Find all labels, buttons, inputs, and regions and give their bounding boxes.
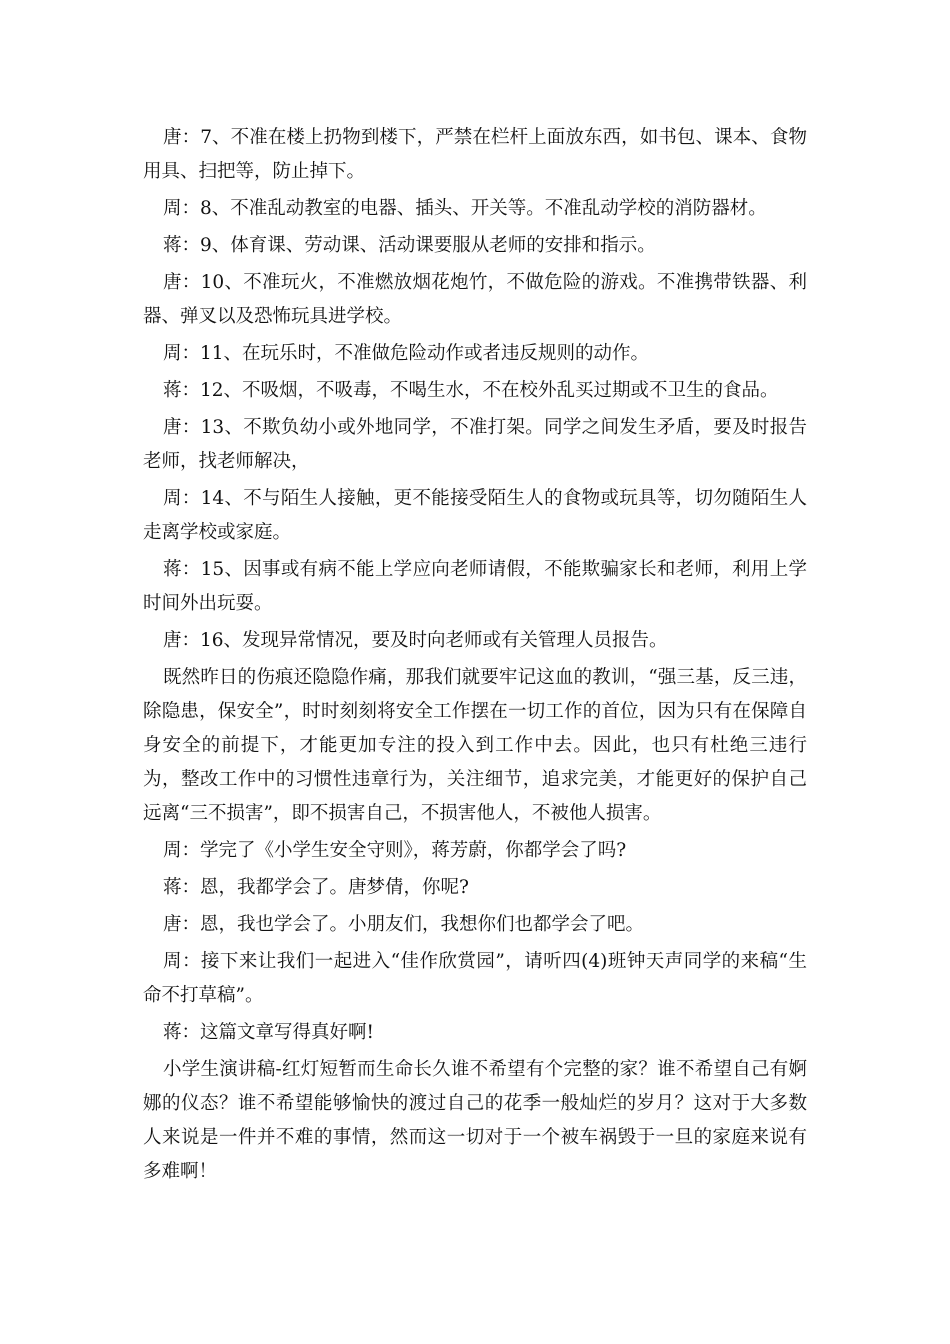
- paragraph-safety-reflection: 既然昨日的伤痕还隐隐作痛，那我们就要牢记这血的教训，“强三基，反三违，除隐患，保安全”，时时刻刻将安全工作摆在一切工作的首位，因为只有在保障自身安全的前提下，才能更加专注的投入到工作中去。因此，也只有杜绝三违行为，整改工作中的习惯性违章行为，关注细节，追求完美，才能更好的保护自己远离“三不损害”，即不损害自己，不损害他人，不被他人损害。: [143, 667, 807, 824]
- paragraph-dialogue-tang-1: 唐：恩，我也学会了。小朋友们，我想你们也都学会了吧。: [163, 914, 645, 935]
- paragraph-rule-11: 周：11、在玩乐时，不准做危险动作或者违反规则的动作。: [163, 343, 650, 364]
- paragraph-rule-13: 唐：13、不欺负幼小或外地同学，不准打架。同学之间发生矛盾，要及时报告老师，找老师解决，: [143, 417, 807, 472]
- paragraph-rule-15: 蒋：15、因事或有病不能上学应向老师请假，不能欺骗家长和老师，利用上学时间外出玩耍。: [143, 559, 807, 614]
- document-body: [143, 121, 807, 1192]
- paragraph-rule-8: 周：8、不准乱动教室的电器、插头、开关等。不准乱动学校的消防器材。: [163, 198, 767, 219]
- paragraph-dialogue-zhou-2: 周：接下来让我们一起进入“佳作欣赏园”，请听四(4)班钟天声同学的来稿“生命不打草稿”。: [143, 951, 807, 1006]
- paragraph-rule-10: 唐：10、不准玩火，不准燃放烟花炮竹，不做危险的游戏。不准携带铁器、利器、弹叉以及恐怖玩具进学校。: [143, 272, 807, 327]
- paragraph-rule-7: 唐：7、不准在楼上扔物到楼下，严禁在栏杆上面放东西，如书包、课本、食物用具、扫把等，防止掉下。: [143, 127, 807, 182]
- paragraph-rule-9: 蒋：9、体育课、劳动课、活动课要服从老师的安排和指示。: [163, 235, 656, 256]
- paragraph-rule-12: 蒋：12、不吸烟，不吸毒，不喝生水，不在校外乱买过期或不卫生的食品。: [163, 380, 779, 401]
- paragraph-dialogue-jiang-1: 蒋：恩，我都学会了。唐梦倩，你呢?: [163, 877, 469, 898]
- paragraph-speech-intro: 小学生演讲稿-红灯短暂而生命长久谁不希望有个完整的家？谁不希望自己有婀娜的仪态？谁不希望能够愉快的渡过自己的花季一般灿烂的岁月？这对于大多数人来说是一件并不难的事情，然而这一切对于一个被车祸毁于一旦的家庭来说有多难啊！: [143, 1059, 807, 1182]
- paragraph-dialogue-jiang-2: 蒋：这篇文章写得真好啊!: [163, 1022, 374, 1043]
- paragraph-rule-14: 周：14、不与陌生人接触，更不能接受陌生人的食物或玩具等，切勿随陌生人走离学校或家庭。: [143, 488, 807, 543]
- paragraph-dialogue-zhou-1: 周：学完了《小学生安全守则》，蒋芳蔚，你都学会了吗?: [163, 840, 627, 861]
- paragraph-rule-16: 唐：16、发现异常情况，要及时向老师或有关管理人员报告。: [163, 630, 668, 651]
